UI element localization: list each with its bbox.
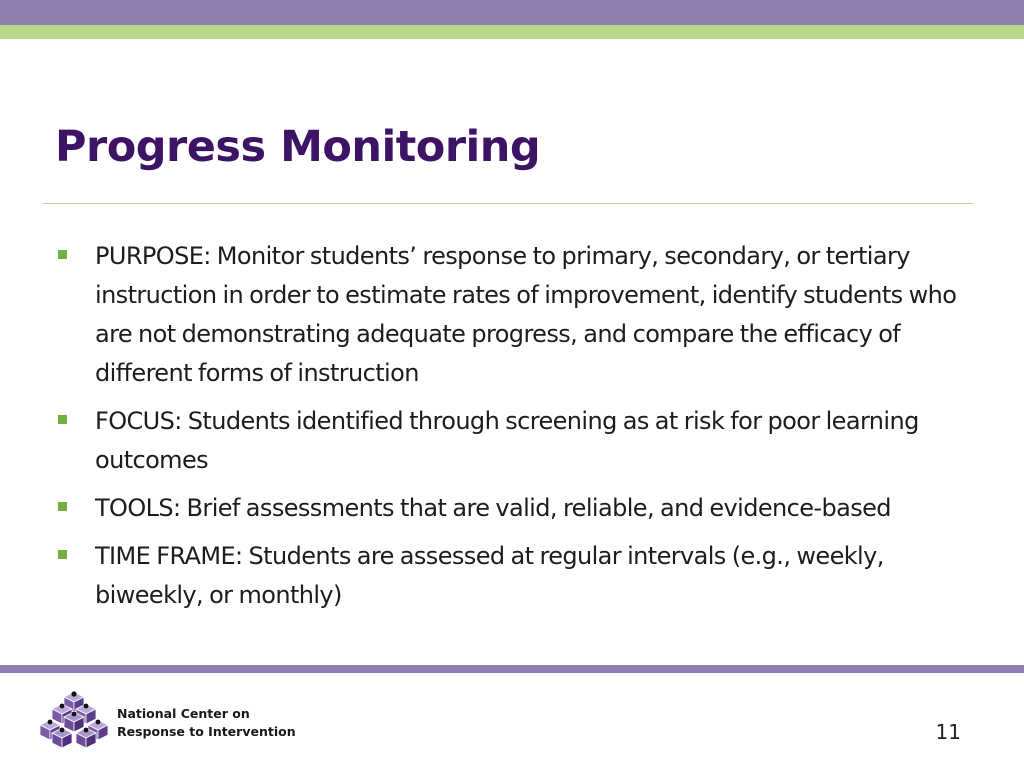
- bullet-item-time-frame: [55, 537, 975, 615]
- square-bullet-icon: [58, 250, 67, 259]
- ncrti-cube-logo-icon: [40, 690, 108, 752]
- square-bullet-icon: [58, 550, 67, 559]
- top-green-band: [0, 25, 1024, 39]
- slide-title: Progress Monitoring: [55, 122, 541, 172]
- bottom-purple-band: [0, 665, 1024, 673]
- bullet-text: PURPOSE: Monitor students’ response to primary, secondary, or tertiary instruction in order to estimate rates of improvement, identify students who are not demonstrating adequate progress, and compare the efficacy of different forms of instruction: [95, 242, 957, 387]
- bullet-text: FOCUS: Students identified through screening as at risk for poor learning outcomes: [95, 407, 919, 474]
- org-name-line2: Response to Intervention: [117, 724, 296, 739]
- organization-name: [117, 705, 296, 741]
- bullet-text: TIME FRAME: Students are assessed at regular intervals (e.g., weekly, biweekly, or monthly): [95, 542, 884, 609]
- square-bullet-icon: [58, 502, 67, 511]
- bullet-list: [55, 237, 975, 624]
- square-bullet-icon: [58, 415, 67, 424]
- top-purple-band: [0, 0, 1024, 25]
- bullet-item-focus: [55, 402, 975, 480]
- bullet-text: TOOLS: Brief assessments that are valid, reliable, and evidence-based: [95, 494, 891, 522]
- bullet-item-tools: [55, 489, 975, 528]
- org-name-line1: National Center on: [117, 706, 250, 721]
- bullet-item-purpose: [55, 237, 975, 393]
- slide-page-number: 11: [935, 720, 961, 744]
- title-divider: [42, 203, 973, 204]
